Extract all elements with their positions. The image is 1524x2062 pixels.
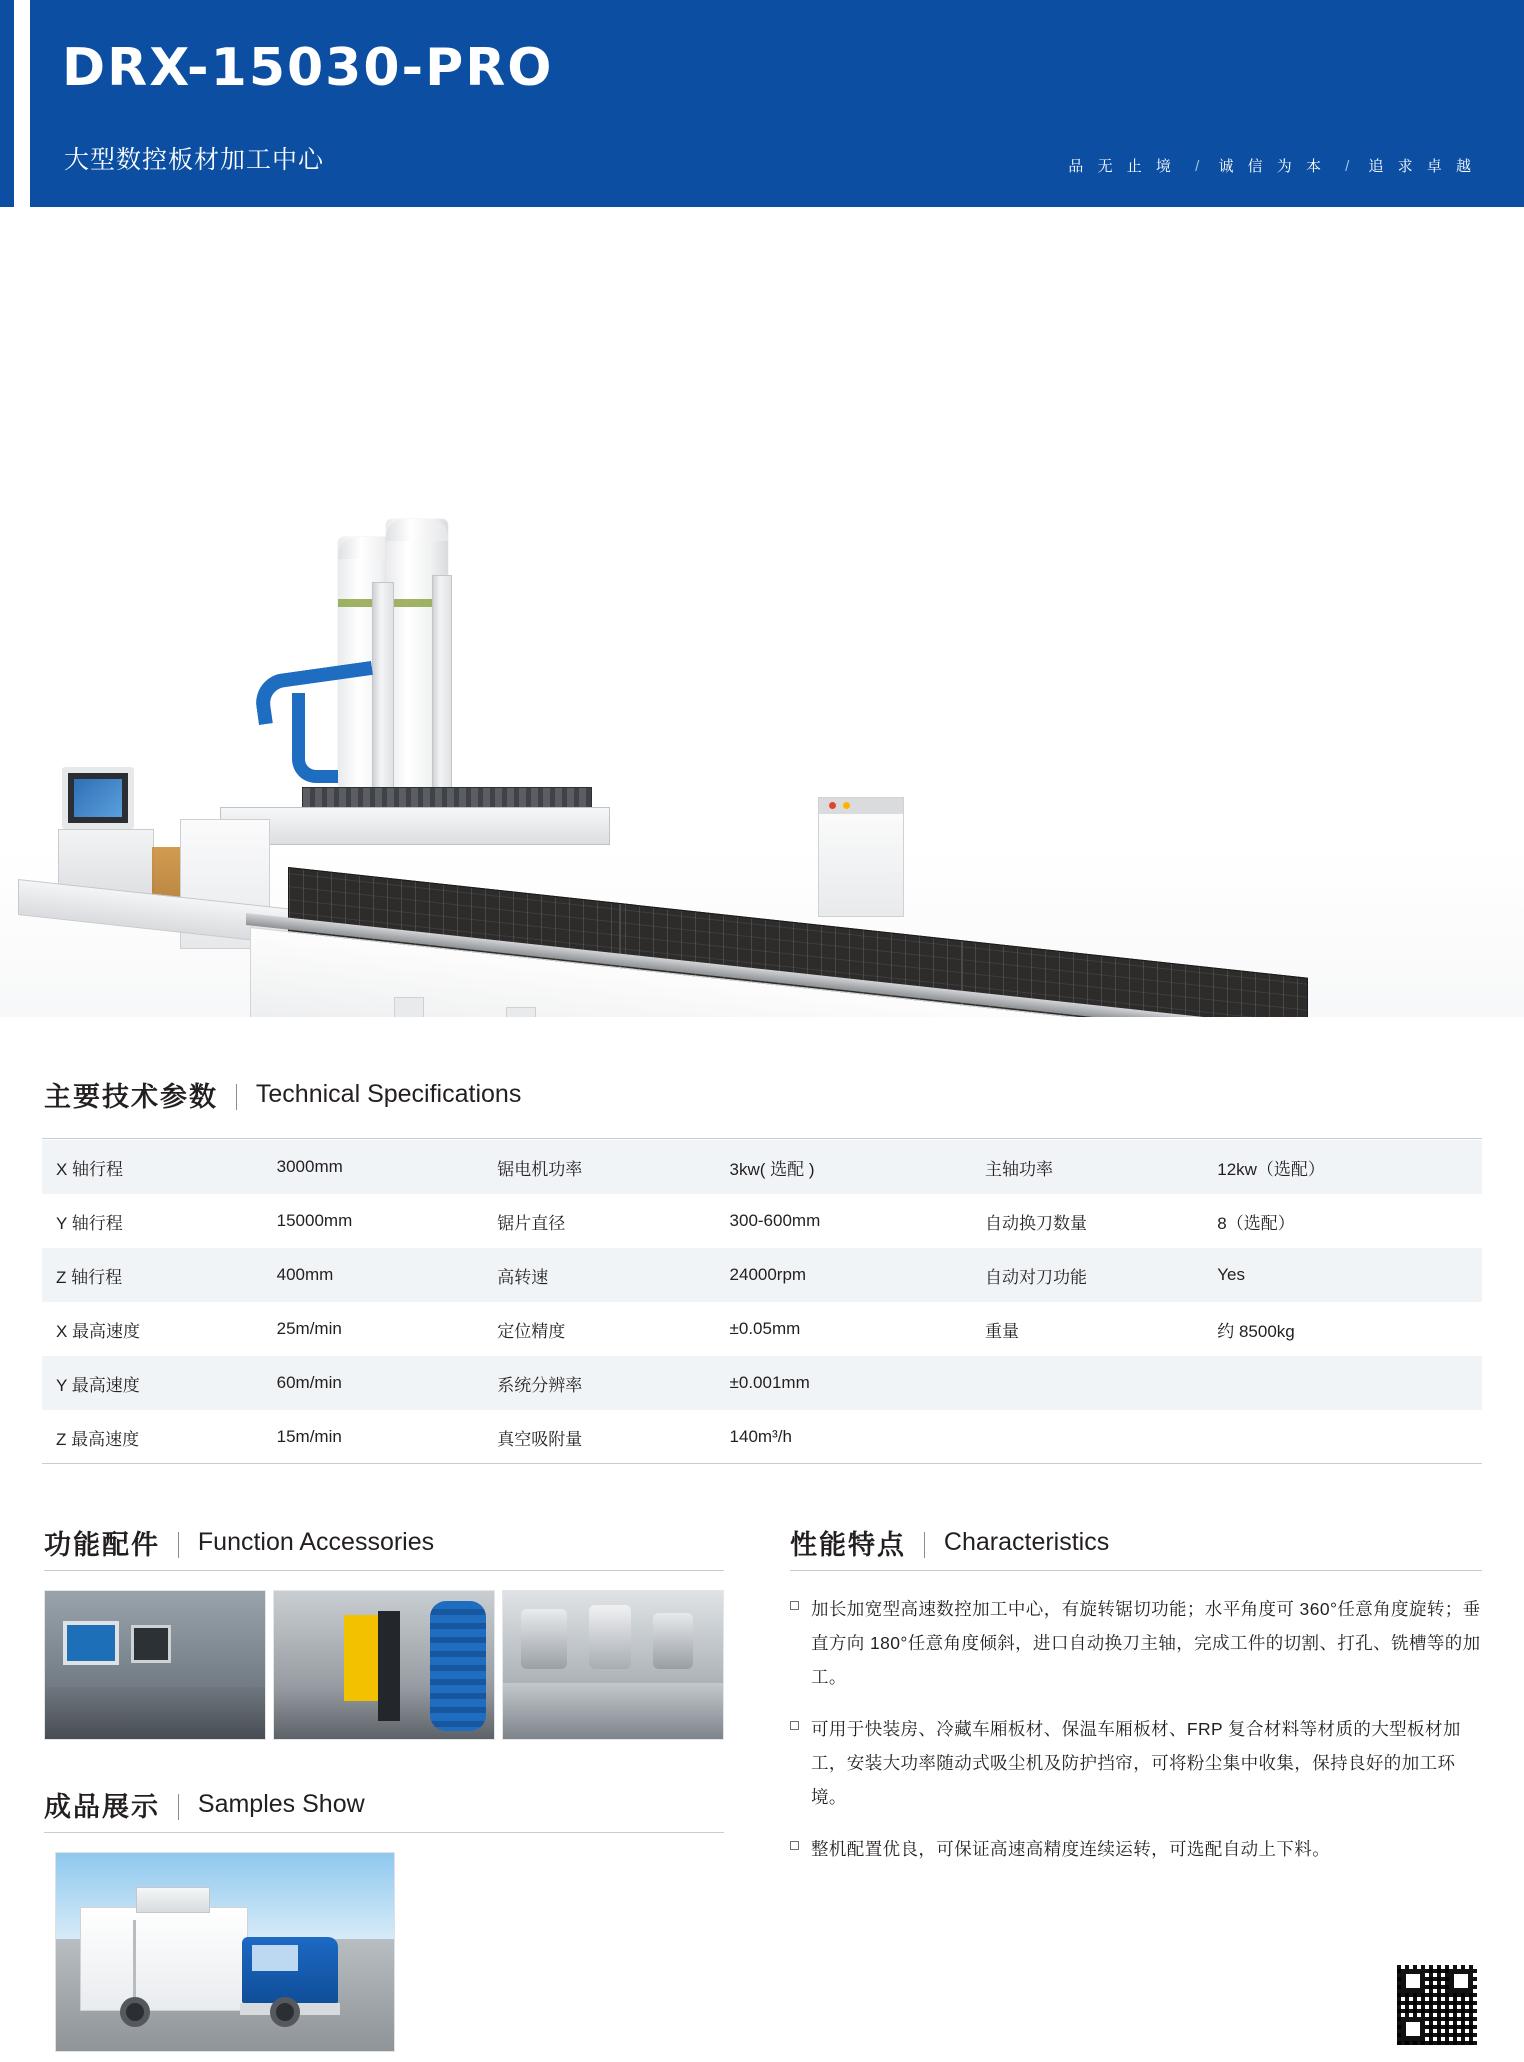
spec-value: 300-600mm <box>729 1211 821 1230</box>
table-bottom-border <box>42 1463 1482 1464</box>
characteristics-list <box>790 1592 1490 1884</box>
table-row <box>42 1194 1482 1248</box>
indicator-light-amber-icon <box>843 802 850 809</box>
spec-value-empty <box>1203 1356 1482 1410</box>
spec-key-empty <box>971 1410 1203 1464</box>
cnc-control-screen <box>62 767 134 829</box>
spec-key: Z 轴行程 <box>56 1267 123 1287</box>
characteristics-heading <box>790 1523 1109 1562</box>
spec-key: 系统分辨率 <box>497 1375 583 1395</box>
samples-heading-cn: 成品展示 <box>44 1792 160 1822</box>
spec-key: Z 最高速度 <box>56 1429 140 1449</box>
spec-value: 400mm <box>276 1265 334 1284</box>
spec-value: 60m/min <box>276 1373 342 1392</box>
slogan-separator-1: / <box>1195 158 1200 175</box>
qr-code-icon <box>1394 1962 1480 2048</box>
electrical-cabinet <box>818 797 904 917</box>
header-accent-stripe-inner <box>0 0 14 207</box>
spec-key: 真空吸附量 <box>497 1429 583 1449</box>
list-item <box>790 1712 1490 1814</box>
spec-value: 15000mm <box>276 1211 353 1230</box>
heading-divider <box>924 1532 925 1558</box>
spec-value: 12kw（选配） <box>1217 1159 1325 1179</box>
photo-keypad <box>131 1625 171 1663</box>
spec-key: X 轴行程 <box>56 1159 124 1179</box>
table-row <box>42 1248 1482 1302</box>
accessories-heading <box>44 1523 434 1562</box>
heading-divider <box>236 1084 237 1110</box>
spec-key: 自动换刀数量 <box>985 1213 1087 1233</box>
characteristics-heading-en: Characteristics <box>943 1528 1110 1556</box>
square-bullet-icon <box>790 1721 799 1730</box>
spec-key: 自动对刀功能 <box>985 1267 1087 1287</box>
square-bullet-icon <box>790 1841 799 1850</box>
slogan-part-3: 追 求 卓 越 <box>1368 158 1476 175</box>
specs-heading-cn: 主要技术参数 <box>44 1082 218 1112</box>
samples-heading-en: Samples Show <box>197 1790 365 1818</box>
photo-truck-body <box>80 1907 248 2011</box>
photo-cnc-screen <box>63 1621 119 1665</box>
specs-heading-en: Technical Specifications <box>255 1080 522 1108</box>
spec-value: 8（选配） <box>1217 1213 1295 1233</box>
accessories-heading-en: Function Accessories <box>197 1528 435 1556</box>
accessory-image-control-panel <box>44 1590 266 1740</box>
accessories-heading-cn: 功能配件 <box>44 1530 160 1560</box>
samples-heading <box>44 1785 365 1824</box>
qr-finder-pattern <box>1401 2017 1425 2041</box>
bag-top-cap <box>386 519 448 541</box>
characteristic-text: 可用于快装房、冷藏车厢板材、保温车厢板材、FRP 复合材料等材质的大型板材加工，安装大功率随动式吸尘机及防护挡帘，可将粉尘集中收集，保持良好的加工环境。 <box>811 1719 1461 1807</box>
spec-key: 重量 <box>985 1321 1019 1341</box>
header-slogan <box>1068 155 1476 176</box>
spec-value: ±0.001mm <box>729 1373 810 1392</box>
accessories-divider <box>44 1570 724 1571</box>
accessory-image-saw-unit <box>273 1590 495 1740</box>
cnc-screen-glass <box>74 779 122 817</box>
spec-value: 3000mm <box>276 1157 343 1176</box>
photo-yellow-guard <box>344 1615 378 1701</box>
page-title: DRX-15030-PRO <box>62 38 554 98</box>
spec-value: 25m/min <box>276 1319 342 1338</box>
slogan-part-1: 品 无 止 境 <box>1068 158 1176 175</box>
spec-value-empty <box>1203 1410 1482 1464</box>
table-row <box>42 1302 1482 1356</box>
photo-cooling-unit <box>136 1887 210 1913</box>
list-item <box>790 1592 1490 1694</box>
spec-value: 15m/min <box>276 1427 342 1446</box>
spec-value: 24000rpm <box>729 1265 807 1284</box>
page-header <box>0 0 1524 207</box>
specs-table <box>42 1140 1482 1464</box>
characteristics-heading-cn: 性能特点 <box>790 1530 906 1560</box>
photo-tool-holder-2 <box>589 1605 631 1669</box>
accessories-image-row <box>44 1590 724 1740</box>
heading-divider <box>178 1794 179 1820</box>
spec-key: 定位精度 <box>497 1321 566 1341</box>
characteristics-divider <box>790 1570 1482 1571</box>
spec-key: X 最高速度 <box>56 1321 141 1341</box>
gantry-beam <box>220 807 610 845</box>
photo-truck-wheel <box>120 1997 150 2027</box>
spec-key-empty <box>971 1356 1203 1410</box>
table-row <box>42 1140 1482 1194</box>
spec-key: 锯片直径 <box>497 1213 566 1233</box>
photo-saw-column <box>378 1611 400 1721</box>
slogan-part-2: 诚 信 为 本 <box>1218 158 1326 175</box>
machine-hero-image <box>0 207 1524 1017</box>
slogan-separator-2: / <box>1345 158 1350 175</box>
characteristic-text: 加长加宽型高速数控加工中心，有旋转锯切功能；水平角度可 360°任意角度旋转；垂直方向 180°任意角度倾斜，进口自动换刀主轴，完成工件的切割、打孔、铣槽等的加工。 <box>811 1599 1481 1687</box>
indicator-light-red-icon <box>829 802 836 809</box>
spec-key: 主轴功率 <box>985 1159 1053 1179</box>
photo-cab-window <box>252 1945 298 1971</box>
photo-truck-cab <box>242 1937 338 2003</box>
photo-truck-wheel <box>270 1997 300 2027</box>
qr-finder-pattern <box>1401 1969 1425 1993</box>
photo-tool-holder-1 <box>521 1609 567 1669</box>
sample-image-refrigerated-truck <box>55 1852 395 2052</box>
qr-finder-pattern <box>1449 1969 1473 1993</box>
spec-key: Y 轴行程 <box>56 1213 123 1233</box>
machine-foot <box>506 1007 536 1017</box>
table-top-border <box>42 1138 1482 1139</box>
photo-truck-door-seam <box>133 1920 136 2000</box>
spec-value: 约 8500kg <box>1217 1321 1295 1341</box>
page-subtitle: 大型数控板材加工中心 <box>64 146 325 174</box>
spec-key: 高转速 <box>497 1267 549 1287</box>
characteristic-text: 整机配置优良，可保证高速高精度连续运转，可选配自动上下料。 <box>811 1839 1331 1859</box>
spec-key: Y 最高速度 <box>56 1375 140 1395</box>
square-bullet-icon <box>790 1601 799 1610</box>
spec-value: ±0.05mm <box>729 1319 801 1338</box>
spec-value: 3kw( 选配 ) <box>729 1159 815 1179</box>
accessory-image-tool-holders <box>502 1590 724 1740</box>
spec-value: 140m³/h <box>729 1427 792 1446</box>
specs-heading <box>44 1075 521 1114</box>
blue-suction-duct-lower <box>292 693 338 783</box>
spec-value: Yes <box>1217 1265 1245 1284</box>
list-item <box>790 1832 1490 1866</box>
photo-tool-holder-3 <box>653 1613 693 1669</box>
photo-floor <box>45 1687 265 1739</box>
table-row <box>42 1410 1482 1464</box>
samples-divider <box>44 1832 724 1833</box>
table-row <box>42 1356 1482 1410</box>
spec-key: 锯电机功率 <box>497 1159 583 1179</box>
heading-divider <box>178 1532 179 1558</box>
photo-base <box>503 1683 723 1739</box>
photo-blue-hose <box>430 1601 486 1731</box>
machine-foot <box>394 997 424 1017</box>
